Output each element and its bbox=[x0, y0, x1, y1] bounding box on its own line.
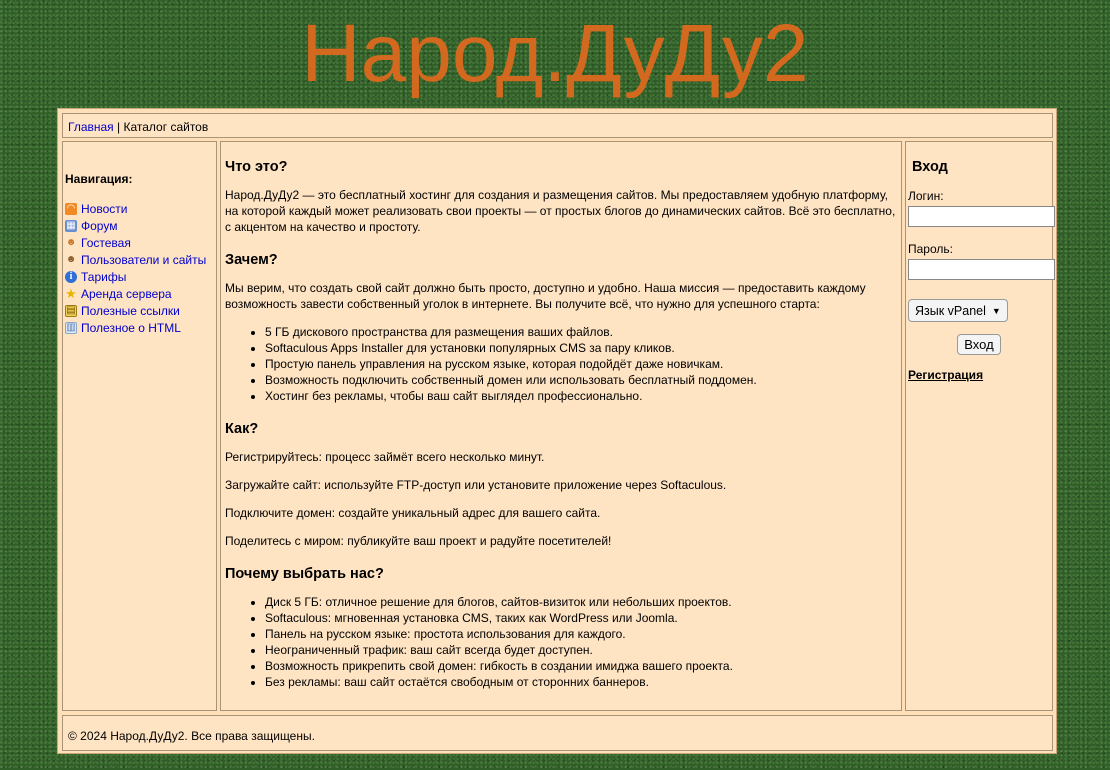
how-step: Регистрируйтесь: процесс займёт всего несколько минут. bbox=[225, 450, 545, 464]
list-item: • Неограниченный трафик: ваш сайт всегда будет доступен. bbox=[265, 642, 897, 658]
section-text-what: Народ.ДуДу2 — это бесплатный хостинг для создания и размещения сайтов. Мы предоставляем удобную платформу, на которой каждый может реализовать свои проекты — от простых блогов до динамических сайтов. Всё это бесплатно, с акцентом на качество и простоту. bbox=[225, 188, 896, 234]
section-title-how: Как? bbox=[225, 421, 259, 437]
list-item: • Диск 5 ГБ: отличное решение для блогов, сайтов-визиток или небольших проектов. bbox=[265, 594, 897, 610]
list-item: • 5 ГБ дискового пространства для размещения ваших файлов. bbox=[265, 324, 897, 340]
guestbook-icon: ☻ bbox=[65, 236, 77, 248]
info-icon: i bbox=[65, 271, 77, 283]
language-select[interactable] bbox=[908, 299, 1008, 322]
navigation-sidebar bbox=[62, 141, 217, 711]
nav-item-users[interactable] bbox=[65, 251, 214, 268]
language-select-value: Язык vPanel bbox=[915, 303, 986, 318]
login-button[interactable]: Вход bbox=[957, 334, 1000, 355]
password-input[interactable] bbox=[908, 259, 1055, 280]
nav-link-news[interactable]: Новости bbox=[81, 201, 128, 216]
nav-item-links[interactable] bbox=[65, 302, 214, 319]
section-title-why: Зачем? bbox=[225, 252, 278, 268]
nav-item-server-rent[interactable] bbox=[65, 285, 214, 302]
footer bbox=[62, 715, 1053, 751]
section-title-what: Что это? bbox=[225, 159, 288, 175]
login-panel bbox=[905, 141, 1053, 711]
register-link[interactable]: Регистрация bbox=[908, 368, 984, 382]
site-title: Народ.ДуДу2 bbox=[301, 8, 809, 99]
section-text-why: Мы верим, что создать свой сайт должно быть просто, доступно и удобно. Наша миссия — предоставить каждому возможность завести собственный уголок в интернете. Вы получите всё, что нужно для успешного старта: bbox=[225, 281, 866, 311]
list-item: • Возможность подключить собственный домен или использовать бесплатный поддомен. bbox=[265, 372, 897, 388]
breadcrumb bbox=[62, 113, 1053, 138]
list-item: • Возможность прикрепить свой домен: гибкость в создании имиджа вашего проекта. bbox=[265, 658, 897, 674]
how-step: Подключите домен: создайте уникальный адрес для вашего сайта. bbox=[225, 506, 601, 520]
list-item: • Хостинг без рекламы, чтобы ваш сайт выглядел профессионально. bbox=[265, 388, 897, 404]
star-icon: ★ bbox=[65, 285, 77, 301]
list-item: • Панель на русском языке: простота использования для каждого. bbox=[265, 626, 897, 642]
list-item: • Простую панель управления на русском языке, которая подойдёт даже новичкам. bbox=[265, 356, 897, 372]
login-input[interactable] bbox=[908, 206, 1055, 227]
content-area bbox=[220, 141, 902, 711]
nav-item-news[interactable] bbox=[65, 200, 214, 217]
breadcrumb-separator: | bbox=[113, 120, 124, 134]
chevron-down-icon: ▼ bbox=[991, 305, 1001, 316]
nav-link-html[interactable]: Полезное о HTML bbox=[81, 320, 181, 335]
how-step: Загружайте сайт: используйте FTP-доступ или установите приложение через Softaculous. bbox=[225, 478, 727, 492]
nav-item-html[interactable] bbox=[65, 319, 214, 336]
main-frame bbox=[57, 108, 1057, 754]
footer-copyright: © 2024 Народ.ДуДу2. Все права защищены. bbox=[68, 729, 315, 743]
nav-link-tariffs[interactable]: Тарифы bbox=[81, 269, 127, 284]
password-label: Пароль: bbox=[908, 242, 953, 256]
rss-icon: ◠ bbox=[66, 202, 76, 214]
section-title-choose: Почему выбрать нас? bbox=[225, 566, 384, 582]
nav-item-guestbook[interactable] bbox=[65, 234, 214, 251]
list-item: • Softaculous: мгновенная установка CMS, таких как WordPress или Joomla. bbox=[265, 610, 897, 626]
why-list bbox=[225, 324, 897, 404]
nav-heading: Навигация: bbox=[65, 172, 133, 186]
login-label: Логин: bbox=[908, 189, 944, 203]
breadcrumb-current: Каталог сайтов bbox=[123, 120, 209, 134]
list-item: • Без рекламы: ваш сайт остаётся свободным от сторонних баннеров. bbox=[265, 674, 897, 690]
nav-link-server-rent[interactable]: Аренда сервера bbox=[81, 286, 172, 301]
forum-icon: ▦ bbox=[66, 219, 76, 231]
nav-link-guestbook[interactable]: Гостевая bbox=[81, 235, 131, 250]
nav-link-forum[interactable]: Форум bbox=[81, 218, 118, 233]
choose-list bbox=[225, 594, 897, 690]
nav-link-users[interactable]: Пользователи и сайты bbox=[81, 252, 207, 267]
how-step: Поделитесь с миром: публикуйте ваш проект и радуйте посетителей! bbox=[225, 534, 612, 548]
login-title: Вход bbox=[912, 159, 948, 175]
users-icon: ☻ bbox=[65, 253, 77, 265]
nav-item-tariffs[interactable] bbox=[65, 268, 214, 285]
nav-link-links[interactable]: Полезные ссылки bbox=[81, 303, 180, 318]
nav-item-forum[interactable] bbox=[65, 217, 214, 234]
breadcrumb-home-link[interactable]: Главная bbox=[68, 120, 114, 134]
book-icon: ▥ bbox=[66, 321, 76, 333]
links-icon: ▤ bbox=[66, 304, 76, 316]
list-item: • Softaculous Apps Installer для установки популярных CMS за пару кликов. bbox=[265, 340, 897, 356]
